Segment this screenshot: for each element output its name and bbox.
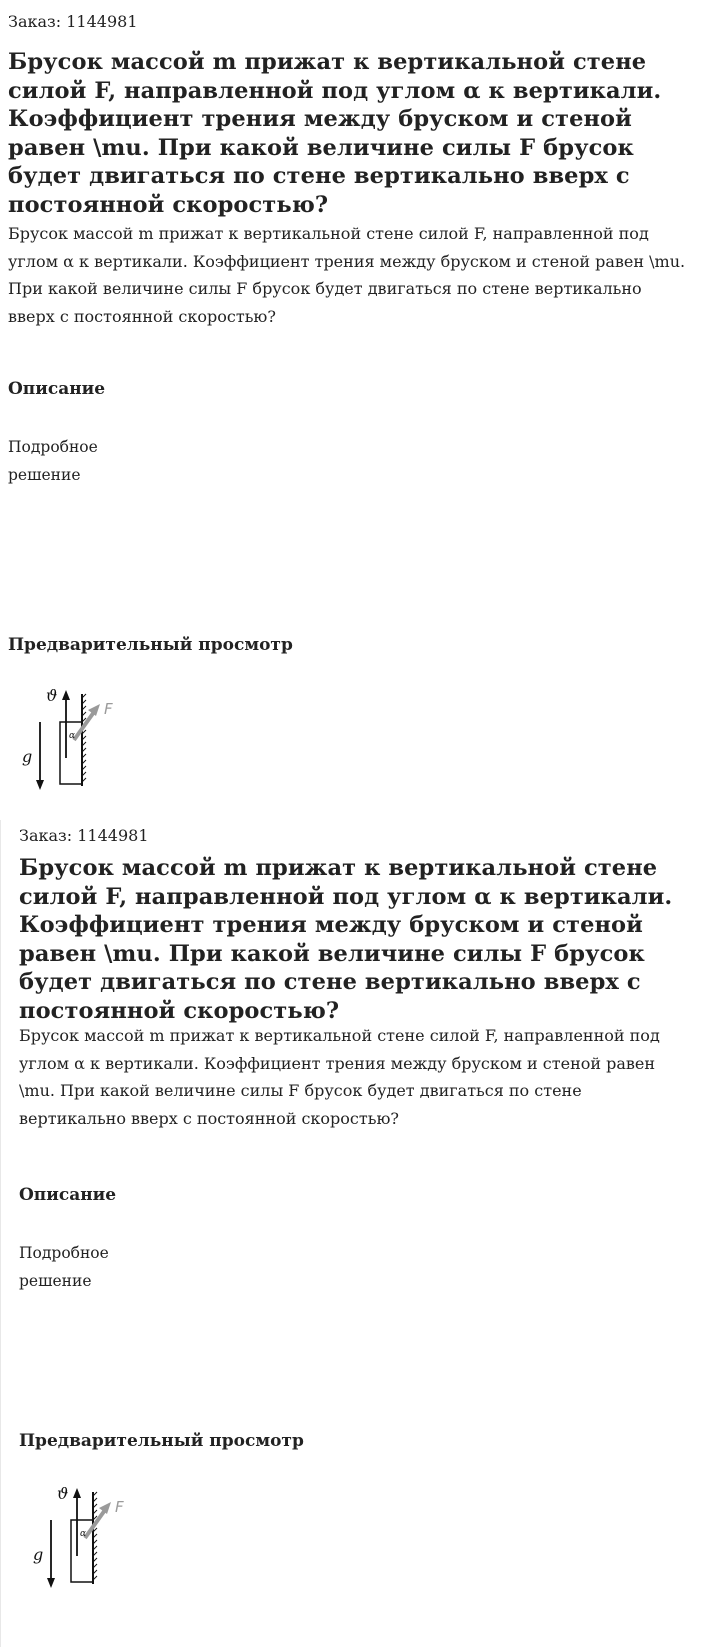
description-line: решение: [19, 1271, 92, 1290]
force-arrow: [74, 712, 94, 740]
force-arrow: [85, 1510, 105, 1538]
description-line: решение: [8, 465, 81, 484]
velocity-label: ϑ: [46, 686, 58, 705]
description-text: [8, 434, 691, 634]
preview-heading: Предварительный просмотр: [19, 1431, 304, 1451]
preview-diagram: [19, 1470, 139, 1590]
velocity-arrowhead: [62, 690, 70, 700]
gravity-arrowhead: [36, 780, 44, 790]
description-heading: Описание: [8, 379, 106, 399]
order-number: Заказ: 1144981: [8, 12, 138, 31]
order-number: Заказ: 1144981: [19, 826, 149, 845]
preview-diagram: [8, 672, 128, 792]
problem-text: Брусок массой m прижат к вертикальной стене силой F, направленной под углом α к вертикали. Коэффициент трения между бруском и стеной равен \mu. При какой величине силы F брусок будет двигаться по стене вертикально вверх с постоянной скоростью?: [8, 224, 686, 326]
gravity-arrowhead: [47, 1578, 55, 1588]
problem-card: [0, 820, 701, 1647]
force-arrowhead: [99, 1502, 111, 1514]
description-line: Подробное: [19, 1244, 109, 1262]
velocity-label: ϑ: [57, 1484, 69, 1503]
problem-title: Брусок массой m прижат к вертикальной стене силой F, направленной под углом α к вертикали. Коэффициент трения между бруском и стеной равен \mu. При какой величине силы F брусок будет двигаться по стене вертикально вверх с постоянной скоростью?: [8, 49, 662, 218]
force-label: F: [104, 700, 113, 718]
preview-heading: Предварительный просмотр: [8, 635, 293, 655]
problem-card: [0, 0, 701, 820]
problem-title: Брусок массой m прижат к вертикальной стене силой F, направленной под углом α к вертикали. Коэффициент трения между бруском и стеной равен \mu. При какой величине силы F брусок будет двигаться по стене вертикально вверх с постоянной скоростью?: [19, 855, 673, 1024]
problem-text: Брусок массой m прижат к вертикальной стене силой F, направленной под углом α к вертикали. Коэффициент трения между бруском и стеной равен \mu. При какой величине силы F брусок будет двигаться по стене вертикально вверх с постоянной скоростью?: [19, 1026, 660, 1128]
description-heading: Описание: [19, 1185, 117, 1205]
gravity-label: g: [33, 1545, 44, 1564]
description-line: Подробное: [8, 438, 98, 456]
force-label: F: [115, 1498, 124, 1516]
description-text: [19, 1240, 691, 1430]
force-arrowhead: [88, 704, 100, 716]
angle-label: α: [80, 1529, 87, 1539]
gravity-label: g: [22, 747, 33, 766]
velocity-arrowhead: [73, 1488, 81, 1498]
angle-label: α: [69, 731, 76, 741]
